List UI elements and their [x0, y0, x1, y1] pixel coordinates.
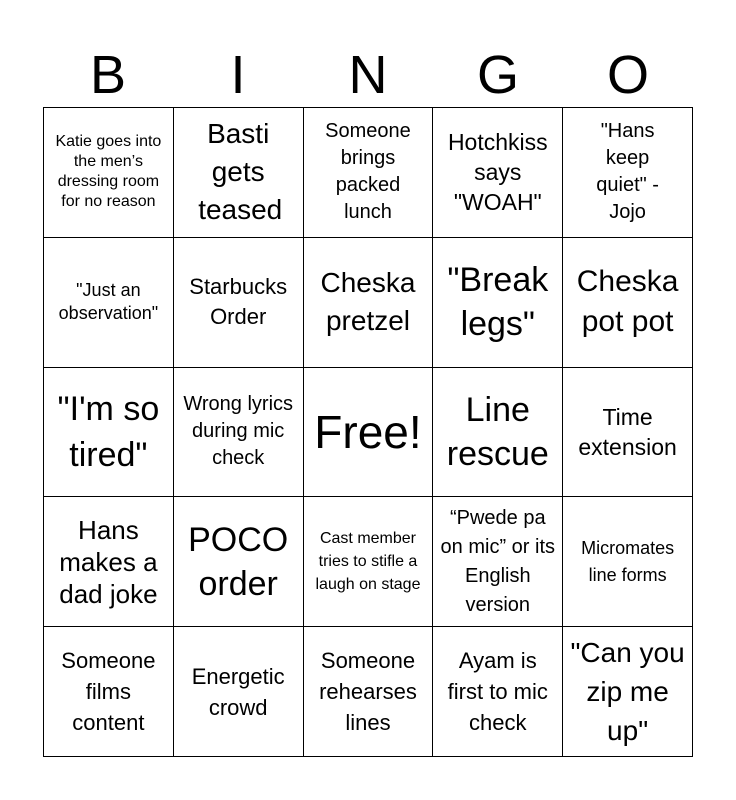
bingo-cell[interactable]: [304, 108, 434, 238]
bingo-cell[interactable]: [433, 108, 563, 238]
bingo-cell[interactable]: [433, 497, 563, 627]
cell-text: Someone brings packed lunch: [325, 120, 411, 224]
cell-text: Cast member tries to stifle a laugh on stage: [315, 530, 421, 594]
cell-text: Ayam is first to mic check: [447, 648, 548, 736]
bingo-cell[interactable]: [304, 627, 434, 757]
cell-text: "Hans keep quiet" - Jojo: [596, 120, 659, 224]
bingo-cell[interactable]: [44, 497, 174, 627]
cell-text: Cheska pot pot: [576, 265, 679, 339]
cell-text: "Just an observation": [58, 280, 159, 324]
bingo-cell[interactable]: [304, 497, 434, 627]
bingo-cell[interactable]: [174, 368, 304, 498]
cell-text: Time extension: [578, 403, 677, 460]
bingo-cell[interactable]: [44, 238, 174, 368]
bingo-grid: [43, 107, 693, 757]
bingo-cell[interactable]: [304, 368, 434, 498]
cell-text: Someone films content: [61, 648, 156, 736]
bingo-cell[interactable]: [433, 238, 563, 368]
cell-text: “Pwede pa on mic” or its English version: [440, 506, 556, 616]
cell-text: Someone rehearses lines: [319, 648, 417, 736]
cell-text: Katie goes into the men’s dressing room for no reason: [55, 133, 162, 211]
cell-text: Hans makes a dad joke: [59, 514, 158, 609]
cell-text: Free!: [314, 405, 422, 458]
cell-text: Energetic crowd: [191, 663, 285, 720]
bingo-cell[interactable]: [44, 368, 174, 498]
bingo-cell[interactable]: [174, 238, 304, 368]
bingo-header: [43, 44, 693, 106]
header-letter-b: B: [89, 45, 127, 105]
cell-text: Starbucks Order: [189, 274, 288, 330]
cell-text: Basti gets teased: [198, 118, 283, 226]
bingo-cell[interactable]: [563, 368, 693, 498]
bingo-cell[interactable]: [174, 627, 304, 757]
bingo-cell[interactable]: [563, 627, 693, 757]
cell-text: "Can you zip me up": [570, 637, 685, 747]
bingo-cell[interactable]: [563, 497, 693, 627]
bingo-cell[interactable]: [563, 238, 693, 368]
header-letter-n: N: [348, 45, 388, 105]
bingo-cell[interactable]: [174, 497, 304, 627]
header-letter-o: O: [606, 45, 649, 105]
cell-text: "Break legs": [447, 261, 549, 344]
cell-text: Line rescue: [446, 390, 549, 473]
bingo-cell[interactable]: [433, 627, 563, 757]
bingo-cell[interactable]: [563, 108, 693, 238]
cell-text: Wrong lyrics during mic check: [183, 393, 294, 470]
bingo-cell[interactable]: [44, 627, 174, 757]
cell-text: Micromates line forms: [581, 537, 675, 585]
cell-text: POCO order: [188, 520, 289, 603]
cell-text: Hotchkiss says "WOAH": [447, 129, 548, 216]
header-letter-g: G: [476, 45, 519, 105]
bingo-cell[interactable]: [44, 108, 174, 238]
cell-text: Cheska pretzel: [320, 267, 416, 337]
bingo-cell[interactable]: [433, 368, 563, 498]
header-letter-i: I: [230, 45, 246, 105]
bingo-cell[interactable]: [174, 108, 304, 238]
bingo-cell[interactable]: [304, 238, 434, 368]
cell-text: "I'm so tired": [57, 389, 160, 474]
